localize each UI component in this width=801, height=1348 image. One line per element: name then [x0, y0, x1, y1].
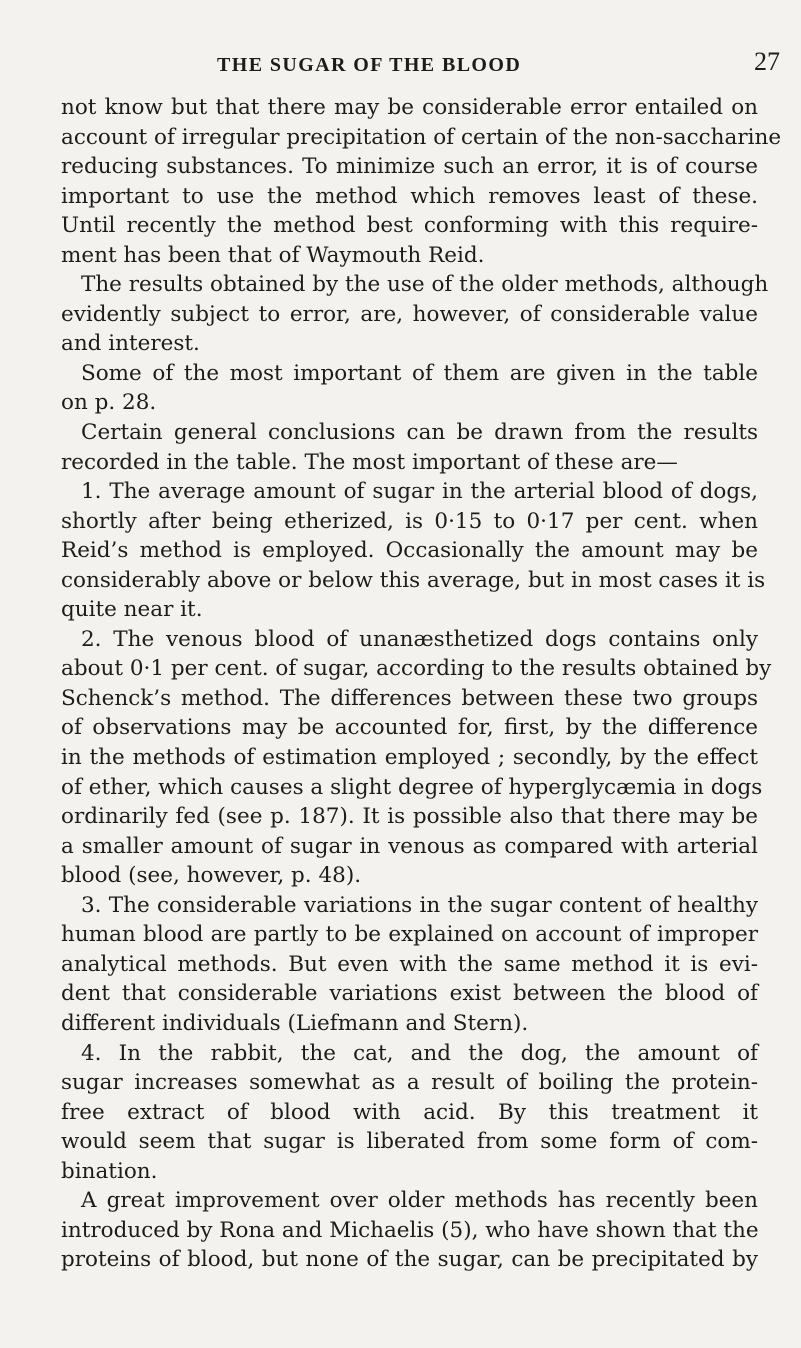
- text-line: Some of the most important of them are given in the table: [81, 360, 758, 386]
- text-line: bination.: [61, 1158, 158, 1184]
- text-line: shortly after being etherized, is 0·15 to 0·17 per cent. when: [61, 508, 758, 534]
- text-line: about 0·1 per cent. of sugar, according to the results obtained by: [61, 656, 772, 682]
- text-line: on p. 28.: [61, 390, 157, 416]
- running-head: THE SUGAR OF THE BLOOD: [217, 54, 522, 76]
- text-line: ment has been that of Waymouth Reid.: [61, 242, 485, 268]
- text-line: 3. The considerable variations in the sugar content of healthy: [81, 892, 758, 918]
- text-line: in the methods of estimation employed ; secondly, by the effect: [61, 745, 758, 771]
- text-line: The results obtained by the use of the older methods, although: [81, 272, 769, 298]
- text-line: 4. In the rabbit, the cat, and the dog, the amount of: [81, 1040, 758, 1066]
- text-line: Schenck’s method. The differences between these two groups: [61, 685, 758, 711]
- text-line: and interest.: [61, 331, 200, 357]
- text-line: recorded in the table. The most important of these are—: [61, 449, 678, 475]
- text-line: introduced by Rona and Michaelis (5), who have shown that the: [61, 1217, 759, 1243]
- text-line: considerably above or below this average, but in most cases it is: [61, 567, 766, 593]
- body-text: [61, 93, 782, 1275]
- text-line: blood (see, however, p. 48).: [61, 863, 362, 889]
- text-line: 2. The venous blood of unanæsthetized dogs contains only: [81, 626, 758, 652]
- text-line: Until recently the method best conforming with this require-: [61, 213, 758, 239]
- text-line: of observations may be accounted for, first, by the difference: [61, 715, 758, 741]
- text-line: free extract of blood with acid. By this treatment it: [61, 1099, 758, 1125]
- text-line: quite near it.: [61, 597, 203, 623]
- text-line: reducing substances. To minimize such an error, it is of course: [61, 154, 758, 180]
- text-line: different individuals (Liefmann and Stern).: [61, 1010, 529, 1036]
- text-line: not know but that there may be considerable error entailed on: [61, 95, 758, 120]
- page-header: [100, 47, 780, 87]
- text-line: sugar increases somewhat as a result of boiling the protein-: [61, 1070, 758, 1096]
- text-line: dent that considerable variations exist between the blood of: [61, 981, 758, 1007]
- text-line: human blood are partly to be explained on account of improper: [61, 922, 758, 948]
- text-line: account of irregular precipitation of certain of the non-saccharine: [61, 124, 782, 150]
- text-line: proteins of blood, but none of the sugar, can be precipitated by: [61, 1247, 758, 1273]
- text-line: evidently subject to error, are, however, of considerable value: [61, 301, 758, 327]
- text-line: important to use the method which removes least of these.: [61, 183, 758, 209]
- text-line: ordinarily fed (see p. 187). It is possible also that there may be: [61, 804, 758, 830]
- text-line: Reid’s method is employed. Occasionally the amount may be: [61, 538, 758, 564]
- text-line: of ether, which causes a slight degree of hyperglycæmia in dogs: [61, 774, 763, 800]
- text-line: A great improvement over older methods has recently been: [81, 1188, 758, 1214]
- text-line: would seem that sugar is liberated from some form of com-: [61, 1129, 758, 1155]
- text-line: analytical methods. But even with the same method it is evi-: [61, 951, 758, 977]
- text-line: Certain general conclusions can be drawn from the results: [81, 420, 758, 446]
- text-line: 1. The average amount of sugar in the arterial blood of dogs,: [81, 479, 758, 505]
- page-number: 27: [754, 47, 780, 76]
- text-line: a smaller amount of sugar in venous as compared with arterial: [61, 833, 758, 859]
